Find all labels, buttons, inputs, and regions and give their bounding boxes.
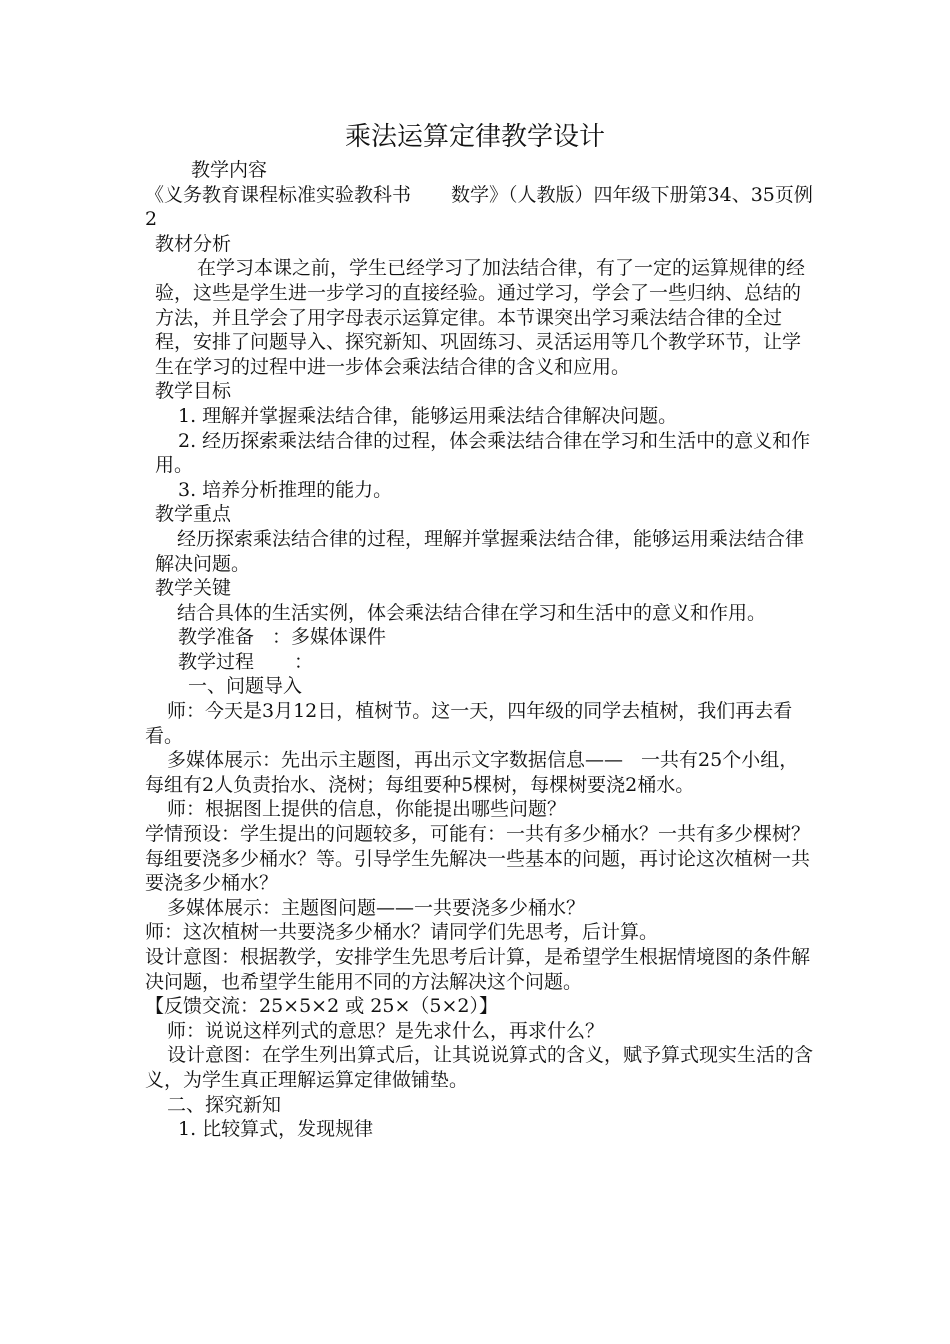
paragraph-feedback: 【反馈交流：25×5×2 或 25×（5×2）】	[145, 995, 498, 1018]
subsection-heading-2-1: 1. 比较算式，发现规律	[178, 1118, 374, 1141]
heading-crux: 教学关键	[155, 577, 232, 600]
paragraph-teacher-3: 师：这次植树一共要浇多少桶水？请同学们先思考，后计算。	[145, 921, 659, 944]
paragraph-design-intent-1: 设计意图：根据教学，安排学生先思考后计算，是希望学生根据情境图的条件解决问题，也希望学生能用不同的方法解决这个问题。	[145, 946, 811, 993]
paragraph-media-1	[145, 748, 813, 797]
section-heading-1: 一、问题导入	[188, 675, 303, 698]
paragraph-teacher-2: 师：根据图上提供的信息，你能提出哪些问题？	[167, 798, 567, 821]
paragraph-design-intent-2: 设计意图：在学生列出算式后，让其说说算式的含义，赋予算式现实生活的含义，为学生真正理解运算定律做铺垫。	[145, 1044, 814, 1091]
document-title: 乘法运算定律教学设计	[344, 122, 605, 152]
paragraph-crux: 结合具体的生活实例，体会乘法结合律在学习和生活中的意义和作用。	[177, 601, 767, 624]
prep-label: 教学准备	[178, 626, 255, 649]
document-body	[145, 158, 813, 1142]
goal-item-1: 1. 理解并掌握乘法结合律，能够运用乘法结合律解决问题。	[178, 404, 678, 427]
paragraph-student-preview: 学情预设：学生提出的问题较多，可能有：一共有多少桶水？一共有多少棵树？每组要浇多少桶水？等。引导学生先解决一些基本的问题，再讨论这次植树一共要浇多少桶水？	[145, 823, 811, 895]
process-value: ：	[294, 650, 314, 673]
heading-teaching-content: 教学内容	[191, 159, 268, 181]
paragraph-teacher-4: 师：说说这样列式的意思？是先求什么，再求什么？	[167, 1019, 605, 1042]
goal-item-3: 3. 培养分析推理的能力。	[178, 478, 393, 501]
paragraph-teacher-1: 师：今天是3月12日，植树节。这一天，四年级的同学去植树，我们再去看看。	[145, 700, 793, 747]
media-1-part2: 一共有25个小组，每组有2人负责抬水、浇树；每组要种5棵树，每棵树要浇2桶水。	[145, 749, 799, 796]
media-1-part1: 多媒体展示：先出示主题图，再出示文字数据信息——	[167, 749, 624, 772]
paragraph-media-2: 多媒体展示：主题图问题——一共要浇多少桶水？	[167, 896, 586, 919]
textbook-title-part1: 《义务教育课程标准实验教科书	[145, 183, 412, 206]
paragraph-textbook	[145, 183, 813, 232]
heading-teaching-goals: 教学目标	[155, 380, 232, 403]
paragraph-key-points: 经历探索乘法结合律的过程，理解并掌握乘法结合律，能够运用乘法结合律解决问题。	[155, 527, 805, 575]
line-teaching-process	[145, 650, 813, 675]
goal-item-2: 2. 经历探索乘法结合律的过程，体会乘法结合律在学习和生活中的意义和作用。	[155, 429, 811, 477]
heading-material-analysis: 教材分析	[155, 232, 232, 255]
section-heading-2: 二、探究新知	[167, 1093, 282, 1116]
textbook-title-part2: 数学》（人教版）四年级下册第34、35页例2	[145, 183, 813, 231]
heading-key-points: 教学重点	[155, 503, 232, 526]
paragraph-material-analysis: 在学习本课之前，学生已经学习了加法结合律，有了一定的运算规律的经验，这些是学生进一步学习的直接经验。通过学习，学会了一些归纳、总结的方法，并且学会了用字母表示运算定律。本节课突出学习乘法结合律的全过程，安排了问题导入、探究新知、巩固练习、灵活运用等几个教学环节，让学生在学习的过程中进一步体会乘法结合律的含义和应用。	[155, 257, 806, 378]
prep-value: ：多媒体课件	[272, 626, 387, 649]
process-label: 教学过程	[178, 650, 255, 673]
line-teaching-prep	[145, 625, 813, 650]
